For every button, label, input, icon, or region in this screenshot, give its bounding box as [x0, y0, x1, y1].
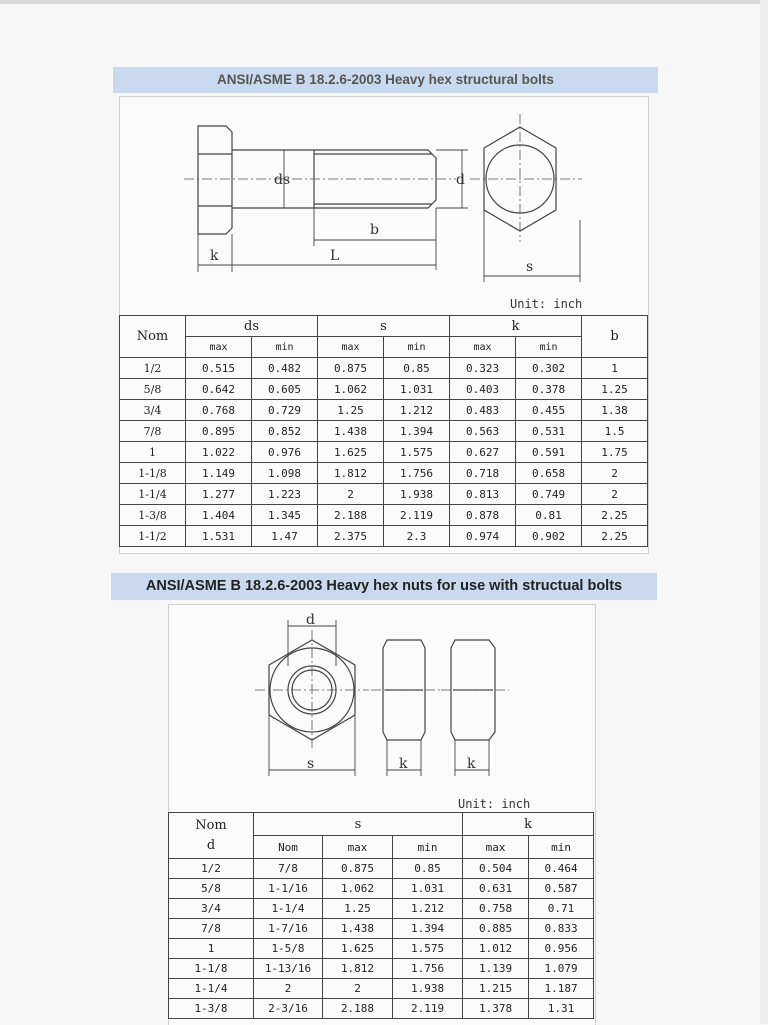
nut-cell-s-nom: 1-7/16 — [254, 919, 323, 939]
nut-cell-k-min: 1.187 — [529, 979, 594, 999]
label-L: L — [330, 248, 340, 264]
nut-cell-d: 1 — [169, 939, 254, 959]
nut-cell-k-max: 0.504 — [463, 859, 529, 879]
header-ds-min: min — [252, 337, 318, 358]
bolt-cell-s-max: 2.375 — [318, 526, 384, 547]
bolt-cell-ds-max: 0.768 — [186, 400, 252, 421]
nut-header-d: d — [206, 837, 216, 853]
bolt-cell-k-max: 0.813 — [450, 484, 516, 505]
bolt-cell-s-max: 1.438 — [318, 421, 384, 442]
bolt-cell-k-min: 0.531 — [516, 421, 582, 442]
bolt-cell-ds-min: 1.345 — [252, 505, 318, 526]
nut-header-k-min: min — [529, 836, 594, 859]
nut-cell-k-max: 0.885 — [463, 919, 529, 939]
nut-label-k1: k — [399, 756, 408, 772]
header-k-max: max — [450, 337, 516, 358]
bolt-cell-s-min: 1.394 — [384, 421, 450, 442]
bolt-cell-s-min: 1.575 — [384, 442, 450, 463]
nut-cell-s-max: 0.875 — [323, 859, 393, 879]
bolt-cell-ds-max: 1.277 — [186, 484, 252, 505]
bolt-cell-ds-min: 0.976 — [252, 442, 318, 463]
nut-cell-s-min: 2.119 — [393, 999, 463, 1019]
nut-cell-k-max: 1.378 — [463, 999, 529, 1019]
bolt-cell-s-max: 1.062 — [318, 379, 384, 400]
nuts-spec-table — [168, 812, 594, 1019]
nut-cell-s-min: 0.85 — [393, 859, 463, 879]
nut-cell-d: 7/8 — [169, 919, 254, 939]
nut-header-k: k — [463, 813, 594, 836]
nut-cell-k-max: 1.215 — [463, 979, 529, 999]
bolt-cell-s-max: 2.188 — [318, 505, 384, 526]
nut-cell-k-max: 1.012 — [463, 939, 529, 959]
bolt-cell-s-max: 1.625 — [318, 442, 384, 463]
bolt-cell-ds-max: 1.149 — [186, 463, 252, 484]
bolt-cell-ds-min: 0.729 — [252, 400, 318, 421]
bolt-table-row — [120, 526, 648, 547]
bolt-cell-s-max: 2 — [318, 484, 384, 505]
bolt-cell-s-min: 2.119 — [384, 505, 450, 526]
bolt-cell-k-max: 0.403 — [450, 379, 516, 400]
bolt-cell-b: 2 — [582, 463, 648, 484]
nut-cell-s-max: 2 — [323, 979, 393, 999]
bolt-cell-k-max: 0.718 — [450, 463, 516, 484]
bolt-cell-ds-max: 1.531 — [186, 526, 252, 547]
bolt-cell-nom: 3/4 — [120, 400, 186, 421]
bolt-cell-k-min: 0.81 — [516, 505, 582, 526]
bolt-cell-k-min: 0.749 — [516, 484, 582, 505]
label-ds: ds — [274, 172, 291, 188]
nuts-title-banner: ANSI/ASME B 18.2.6-2003 Heavy hex nuts for use with structual bolts — [111, 573, 657, 600]
bolt-cell-k-min: 0.455 — [516, 400, 582, 421]
bolt-table-row — [120, 379, 648, 400]
nut-header-k-max: max — [463, 836, 529, 859]
bolt-cell-k-max: 0.563 — [450, 421, 516, 442]
nut-label-d: d — [306, 612, 315, 628]
header-s-min: min — [384, 337, 450, 358]
bolt-cell-s-min: 2.3 — [384, 526, 450, 547]
bolt-cell-k-min: 0.902 — [516, 526, 582, 547]
nut-cell-s-nom: 1-5/8 — [254, 939, 323, 959]
nut-cell-d: 1-3/8 — [169, 999, 254, 1019]
nuts-unit-label: Unit: inch — [458, 797, 531, 811]
bolt-cell-k-max: 0.323 — [450, 358, 516, 379]
header-ds: ds — [186, 316, 318, 337]
bolts-unit-label: Unit: inch — [510, 297, 583, 311]
bolt-cell-k-max: 0.878 — [450, 505, 516, 526]
bolt-cell-k-min: 0.378 — [516, 379, 582, 400]
header-ds-max: max — [186, 337, 252, 358]
nut-cell-s-nom: 2-3/16 — [254, 999, 323, 1019]
nut-table-row — [169, 879, 594, 899]
nut-table-row — [169, 919, 594, 939]
scan-right-edge — [760, 0, 768, 1024]
header-b: b — [582, 316, 648, 358]
nut-cell-s-min: 1.756 — [393, 959, 463, 979]
nut-cell-s-max: 1.25 — [323, 899, 393, 919]
bolt-cell-nom: 1 — [120, 442, 186, 463]
nut-header-nom: Nom — [195, 817, 227, 833]
bolt-cell-b: 2 — [582, 484, 648, 505]
bolt-table-row — [120, 442, 648, 463]
nut-cell-s-min: 1.394 — [393, 919, 463, 939]
label-b: b — [370, 222, 379, 238]
bolt-table-row — [120, 400, 648, 421]
bolt-cell-k-min: 0.658 — [516, 463, 582, 484]
scan-top-edge — [0, 0, 768, 4]
header-nom: Nom — [120, 316, 186, 358]
nut-table-row — [169, 979, 594, 999]
bolt-cell-ds-max: 1.404 — [186, 505, 252, 526]
bolt-cell-s-min: 1.756 — [384, 463, 450, 484]
bolts-spec-table — [119, 315, 648, 547]
nut-label-k2: k — [467, 756, 476, 772]
bolt-cell-ds-max: 1.022 — [186, 442, 252, 463]
bolt-cell-s-min: 1.031 — [384, 379, 450, 400]
bolt-cell-k-max: 0.483 — [450, 400, 516, 421]
bolts-title-banner: ANSI/ASME B 18.2.6-2003 Heavy hex structural bolts — [113, 67, 658, 93]
bolt-cell-s-min: 1.938 — [384, 484, 450, 505]
bolt-cell-ds-min: 0.482 — [252, 358, 318, 379]
bolt-cell-b: 1.25 — [582, 379, 648, 400]
nut-cell-s-max: 2.188 — [323, 999, 393, 1019]
nut-cell-s-max: 1.438 — [323, 919, 393, 939]
bolt-cell-s-min: 1.212 — [384, 400, 450, 421]
bolt-cell-k-min: 0.591 — [516, 442, 582, 463]
bolt-cell-ds-min: 0.605 — [252, 379, 318, 400]
bolt-cell-nom: 1-1/4 — [120, 484, 186, 505]
bolt-cell-b: 1 — [582, 358, 648, 379]
bolt-drawing — [170, 110, 610, 300]
bolt-table-row — [120, 358, 648, 379]
header-s-max: max — [318, 337, 384, 358]
nut-cell-s-nom: 1-13/16 — [254, 959, 323, 979]
nut-cell-k-min: 0.956 — [529, 939, 594, 959]
bolt-cell-nom: 1/2 — [120, 358, 186, 379]
nut-table-row — [169, 999, 594, 1019]
nut-cell-k-max: 0.631 — [463, 879, 529, 899]
bolt-head-shape — [198, 126, 232, 234]
header-k: k — [450, 316, 582, 337]
nut-table-row — [169, 959, 594, 979]
nut-table-row — [169, 939, 594, 959]
nut-cell-s-max: 1.625 — [323, 939, 393, 959]
bolt-cell-nom: 1-1/2 — [120, 526, 186, 547]
nut-header-s-max: max — [323, 836, 393, 859]
nut-cell-d: 1-1/8 — [169, 959, 254, 979]
nut-cell-s-min: 1.575 — [393, 939, 463, 959]
nut-cell-s-nom: 1-1/4 — [254, 899, 323, 919]
nut-cell-s-min: 1.212 — [393, 899, 463, 919]
bolt-cell-s-max: 1.812 — [318, 463, 384, 484]
nut-cell-k-min: 0.833 — [529, 919, 594, 939]
bolt-table-row — [120, 505, 648, 526]
nut-cell-s-max: 1.062 — [323, 879, 393, 899]
nut-table-row — [169, 899, 594, 919]
nut-cell-s-nom: 1-1/16 — [254, 879, 323, 899]
bolt-cell-ds-min: 0.852 — [252, 421, 318, 442]
nut-cell-k-max: 0.758 — [463, 899, 529, 919]
nut-cell-k-min: 1.31 — [529, 999, 594, 1019]
header-k-min: min — [516, 337, 582, 358]
nut-header-s-nom: Nom — [254, 836, 323, 859]
nut-cell-k-max: 1.139 — [463, 959, 529, 979]
bolt-table-row — [120, 463, 648, 484]
bolt-cell-ds-min: 1.47 — [252, 526, 318, 547]
nut-cell-s-min: 1.938 — [393, 979, 463, 999]
nut-label-s: s — [307, 756, 315, 772]
bolt-table-row — [120, 421, 648, 442]
bolt-cell-s-max: 1.25 — [318, 400, 384, 421]
bolt-cell-b: 1.5 — [582, 421, 648, 442]
bolt-cell-s-max: 0.875 — [318, 358, 384, 379]
bolt-cell-ds-max: 0.642 — [186, 379, 252, 400]
nut-cell-s-max: 1.812 — [323, 959, 393, 979]
nut-cell-k-min: 0.587 — [529, 879, 594, 899]
bolt-cell-k-max: 0.627 — [450, 442, 516, 463]
label-d: d — [456, 172, 465, 188]
bolt-cell-k-min: 0.302 — [516, 358, 582, 379]
label-k: k — [210, 248, 219, 264]
bolt-table-row — [120, 484, 648, 505]
nut-cell-d: 1/2 — [169, 859, 254, 879]
nut-header-s-min: min — [393, 836, 463, 859]
bolts-table-body — [120, 358, 648, 547]
bolt-cell-k-max: 0.974 — [450, 526, 516, 547]
nut-table-row — [169, 859, 594, 879]
bolt-cell-ds-min: 1.223 — [252, 484, 318, 505]
bolt-cell-nom: 1-1/8 — [120, 463, 186, 484]
header-s: s — [318, 316, 450, 337]
bolt-cell-ds-max: 0.515 — [186, 358, 252, 379]
bolt-cell-ds-max: 0.895 — [186, 421, 252, 442]
nut-cell-s-nom: 2 — [254, 979, 323, 999]
bolt-cell-nom: 1-3/8 — [120, 505, 186, 526]
nut-header-s: s — [254, 813, 463, 836]
bolt-cell-s-min: 0.85 — [384, 358, 450, 379]
nut-cell-d: 3/4 — [169, 899, 254, 919]
nut-cell-k-min: 0.464 — [529, 859, 594, 879]
bolt-cell-b: 2.25 — [582, 505, 648, 526]
nut-cell-k-min: 1.079 — [529, 959, 594, 979]
bolt-cell-nom: 5/8 — [120, 379, 186, 400]
bolt-cell-nom: 7/8 — [120, 421, 186, 442]
nut-cell-d: 5/8 — [169, 879, 254, 899]
nut-cell-k-min: 0.71 — [529, 899, 594, 919]
nut-cell-d: 1-1/4 — [169, 979, 254, 999]
nut-header-nom-d — [169, 813, 254, 859]
bolt-cell-b: 1.75 — [582, 442, 648, 463]
bolt-cell-b: 2.25 — [582, 526, 648, 547]
nut-cell-s-nom: 7/8 — [254, 859, 323, 879]
nut-cell-s-min: 1.031 — [393, 879, 463, 899]
label-s: s — [526, 259, 534, 275]
bolt-cell-b: 1.38 — [582, 400, 648, 421]
nut-drawing — [255, 610, 525, 780]
bolt-cell-ds-min: 1.098 — [252, 463, 318, 484]
nuts-table-body — [169, 859, 594, 1019]
